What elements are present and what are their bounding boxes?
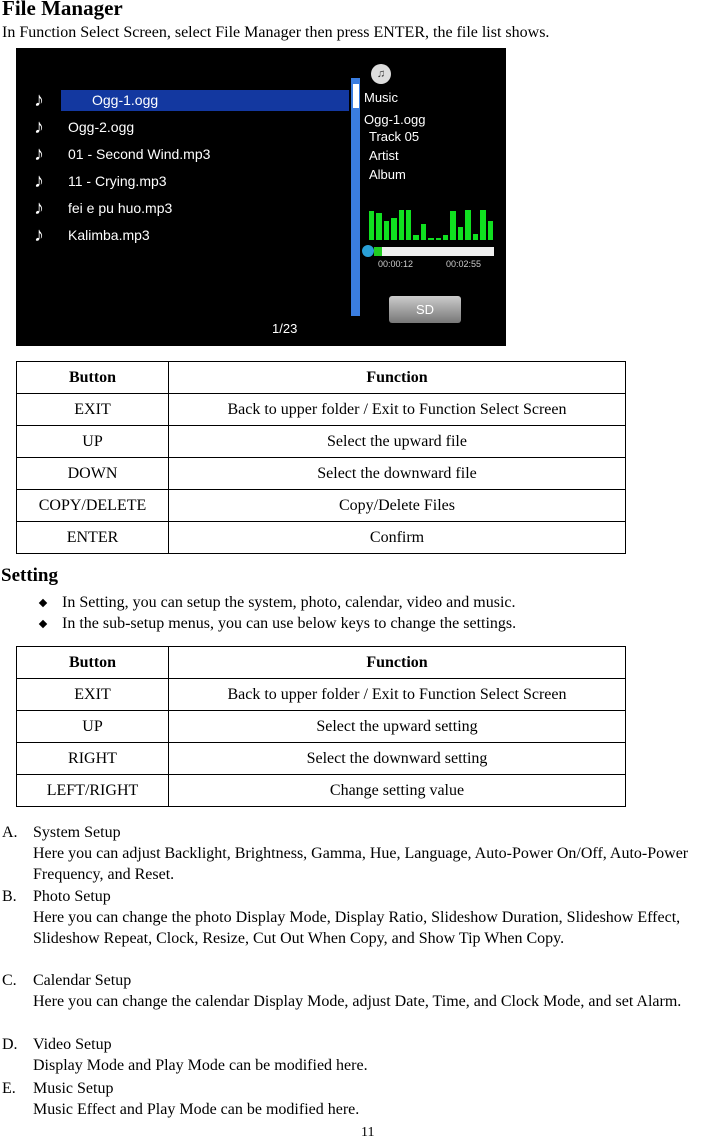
eq-bar xyxy=(465,210,470,240)
column-header: Button xyxy=(17,647,169,679)
section-body: Here you can change the photo Display Mode, Display Ratio, Slideshow Duration, Slideshow Effect, Slideshow Repeat, Clock, Resize, Cut Out When Copy, and Show Tip When Copy. xyxy=(33,909,681,947)
table-row xyxy=(17,679,626,711)
file-manager-screenshot xyxy=(16,48,506,346)
play-icon xyxy=(362,245,374,257)
function-cell: Back to upper folder / Exit to Function Select Screen xyxy=(169,679,626,711)
music-note-icon: ♪ xyxy=(34,116,44,138)
sd-storage-button: SD xyxy=(389,296,461,323)
section-title: Music Setup xyxy=(33,1080,114,1097)
intro-text: In Function Select Screen, select File Manager then press ENTER, the file list shows. xyxy=(2,24,550,41)
button-cell: RIGHT xyxy=(17,743,169,775)
elapsed-time: 00:00:12 xyxy=(378,259,414,269)
eq-bar xyxy=(458,227,463,240)
section-letter: E. xyxy=(2,1080,16,1097)
section-letter: D. xyxy=(2,1036,18,1053)
file-list-item[interactable] xyxy=(34,89,158,111)
function-cell: Confirm xyxy=(169,522,626,554)
section-body: Music Effect and Play Mode can be modified here. xyxy=(33,1101,360,1118)
scrollbar-thumb xyxy=(353,84,359,108)
setup-section xyxy=(2,1078,723,1120)
file-list-item[interactable] xyxy=(34,197,172,219)
equalizer xyxy=(369,208,493,240)
eq-bar xyxy=(473,234,478,240)
column-header: Function xyxy=(169,362,626,394)
section-title: Calendar Setup xyxy=(33,972,132,989)
file-list-item[interactable] xyxy=(34,143,210,165)
eq-bar xyxy=(443,235,448,240)
table-row xyxy=(17,522,626,554)
section-letter: A. xyxy=(2,824,18,841)
setup-section xyxy=(2,970,723,1012)
music-note-icon: ♪ xyxy=(34,224,44,246)
file-list-item[interactable] xyxy=(34,224,150,246)
info-track: Track 05 xyxy=(369,129,420,144)
page-title: File Manager xyxy=(2,0,123,20)
button-cell: EXIT xyxy=(17,394,169,426)
section-letter: C. xyxy=(2,972,17,989)
bullet-item: In the sub-setup menus, you can use below keys to change the settings. xyxy=(40,615,516,633)
page-counter: 1/23 xyxy=(272,321,298,336)
eq-bar xyxy=(384,221,389,240)
eq-bar xyxy=(406,210,411,240)
page-number: 11 xyxy=(361,1125,375,1140)
setup-section xyxy=(2,1034,723,1076)
file-manager-button-table xyxy=(16,361,626,554)
function-cell: Change setting value xyxy=(169,775,626,807)
section-title: System Setup xyxy=(33,824,121,841)
table-row xyxy=(17,426,626,458)
section-body: Here you can adjust Backlight, Brightness, Gamma, Hue, Language, Auto-Power On/Off, Auto-Power Frequency, and Reset. xyxy=(33,845,689,883)
setting-button-table xyxy=(16,646,626,807)
progress-bar xyxy=(374,247,494,256)
section-title: Video Setup xyxy=(33,1036,112,1053)
scrollbar xyxy=(351,78,360,316)
eq-bar xyxy=(488,221,493,240)
function-cell: Select the downward file xyxy=(169,458,626,490)
function-cell: Select the upward file xyxy=(169,426,626,458)
function-cell: Copy/Delete Files xyxy=(169,490,626,522)
table-row xyxy=(17,775,626,807)
music-note-icon: ♪ xyxy=(34,143,44,165)
file-name: Kalimba.mp3 xyxy=(68,227,150,243)
table-row xyxy=(17,394,626,426)
table-row xyxy=(17,743,626,775)
section-letter: B. xyxy=(2,888,17,905)
file-list-item[interactable] xyxy=(34,170,167,192)
function-cell: Back to upper folder / Exit to Function Select Screen xyxy=(169,394,626,426)
info-artist: Artist xyxy=(369,148,399,163)
eq-bar xyxy=(369,211,374,240)
button-cell: LEFT/RIGHT xyxy=(17,775,169,807)
column-header: Button xyxy=(17,362,169,394)
setup-section xyxy=(2,886,723,949)
eq-bar xyxy=(450,211,455,240)
file-name: fei e pu huo.mp3 xyxy=(68,200,173,216)
table-row xyxy=(17,711,626,743)
table-row xyxy=(17,490,626,522)
table-row xyxy=(17,458,626,490)
file-name: 01 - Second Wind.mp3 xyxy=(68,146,211,162)
column-header: Function xyxy=(169,647,626,679)
music-note-icon: ♪ xyxy=(34,89,44,111)
bullet-item: In Setting, you can setup the system, photo, calendar, video and music. xyxy=(40,594,515,612)
music-note-icon: ♪ xyxy=(34,197,44,219)
setup-section xyxy=(2,822,723,885)
button-cell: ENTER xyxy=(17,522,169,554)
button-cell: COPY/DELETE xyxy=(17,490,169,522)
file-name: Ogg-1.ogg xyxy=(92,92,159,108)
setting-heading: Setting xyxy=(1,565,58,586)
progress-fill xyxy=(374,247,382,256)
total-time: 00:02:55 xyxy=(446,259,482,269)
section-body: Display Mode and Play Mode can be modified here. xyxy=(33,1057,368,1074)
function-cell: Select the upward setting xyxy=(169,711,626,743)
info-file: Ogg-1.ogg xyxy=(364,112,426,127)
music-note-icon: ♪ xyxy=(34,170,44,192)
button-cell: EXIT xyxy=(17,679,169,711)
section-title: Photo Setup xyxy=(33,888,111,905)
eq-bar xyxy=(428,238,433,240)
eq-bar xyxy=(413,235,418,240)
file-name: 11 - Crying.mp3 xyxy=(68,173,167,189)
music-disc-icon: ♫ xyxy=(371,64,391,84)
eq-bar xyxy=(480,210,485,240)
info-album: Album xyxy=(369,167,406,182)
eq-bar xyxy=(436,238,441,240)
eq-bar xyxy=(391,218,396,240)
section-body: Here you can change the calendar Display Mode, adjust Date, Time, and Clock Mode, and set Alarm. xyxy=(33,993,682,1010)
button-cell: UP xyxy=(17,711,169,743)
file-list-item[interactable] xyxy=(34,116,134,138)
eq-bar xyxy=(421,224,426,240)
function-cell: Select the downward setting xyxy=(169,743,626,775)
eq-bar xyxy=(399,210,404,240)
file-name: Ogg-2.ogg xyxy=(68,119,135,135)
eq-bar xyxy=(376,213,381,240)
button-cell: UP xyxy=(17,426,169,458)
info-category: Music xyxy=(364,90,398,105)
button-cell: DOWN xyxy=(17,458,169,490)
